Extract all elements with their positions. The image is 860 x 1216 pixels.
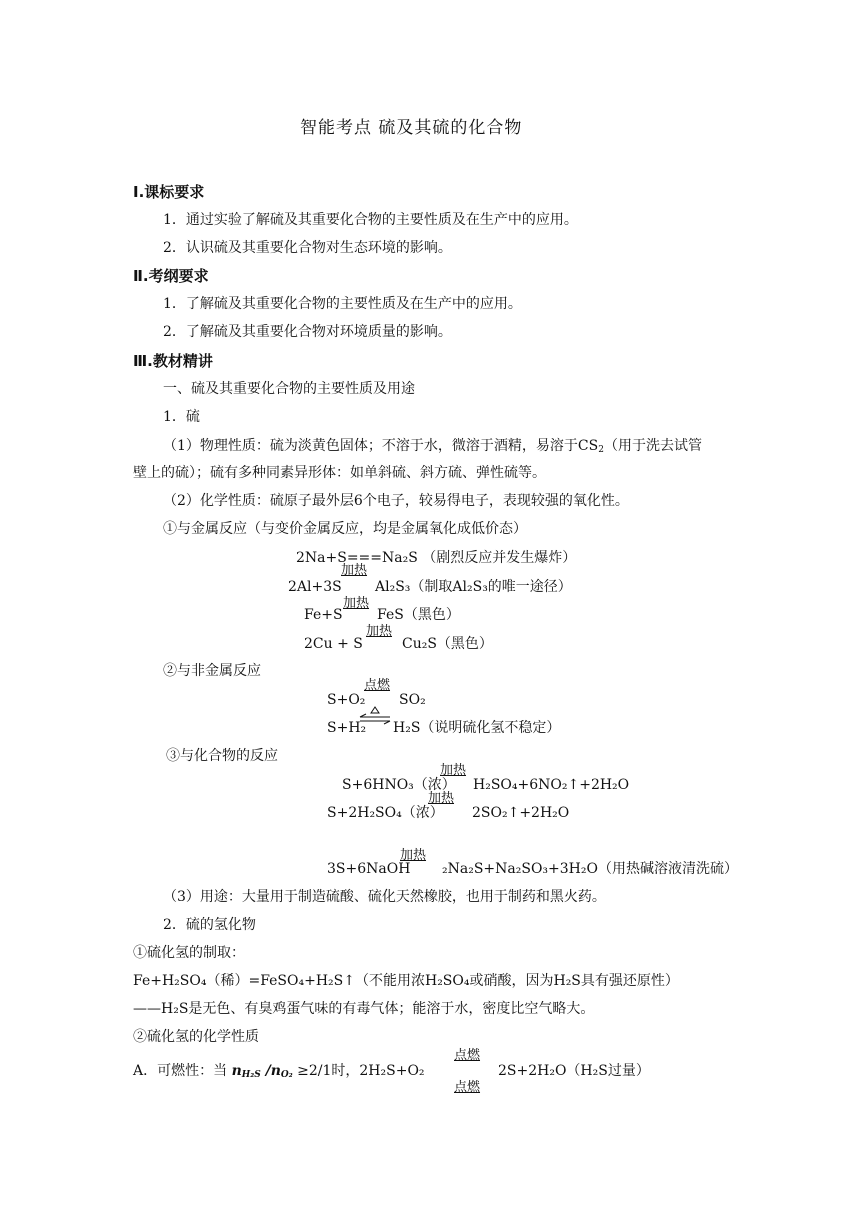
equation-left: 2Cu + S — [304, 636, 363, 652]
equation-right: ₂Na₂S+Na₂SO₃+3H₂O（用热碱溶液清洗硫） — [442, 861, 738, 877]
equation-right: H₂SO₄+6NO₂↑+2H₂O — [473, 777, 630, 793]
equation-right: Al₂S₃（制取Al₂S₃的唯一途径） — [375, 579, 572, 595]
equation-right: 2SO₂↑+2H₂O — [472, 805, 570, 821]
equation-left: S+H₂ — [327, 720, 367, 736]
list-item: 2．了解硫及其重要化合物对环境质量的影响。 — [163, 324, 452, 340]
equation-left: 3S+6NaOH — [327, 861, 411, 877]
section-heading-textbook: Ⅲ.教材精讲 — [133, 352, 213, 370]
condition-label: 加热 — [366, 624, 393, 639]
list-item: 1．通过实验了解硫及其重要化合物的主要性质及在生产中的应用。 — [163, 212, 578, 228]
subsection-title: 1．硫 — [163, 409, 200, 425]
section-heading-standard: Ⅰ.课标要求 — [133, 183, 205, 201]
paragraph-line: A．可燃性：当 $n_{H_2S}$ $/n_{O_2} \ge 2/1$时，2H₂S+O₂ — [133, 1063, 425, 1080]
equation-right: FeS（黑色） — [377, 607, 460, 623]
paragraph-line: （2）化学性质：硫原子最外层6个电子，较易得电子，表现较强的氧化性。 — [163, 493, 629, 509]
subsection-title: 2．硫的氢化物 — [163, 917, 256, 933]
condition-label: 点燃 — [364, 678, 391, 693]
condition-label: 加热 — [400, 848, 427, 863]
equation-right: H₂S（说明硫化氢不稳定） — [393, 720, 561, 736]
equation: 2Na+S===Na₂S （剧烈反应并发生爆炸） — [296, 550, 577, 566]
reversible-heat-arrow-icon — [358, 704, 392, 730]
condition-label: 加热 — [343, 596, 370, 611]
paragraph-line: ②硫化氢的化学性质 — [133, 1029, 259, 1045]
equation-right: 2S+2H₂O（H₂S过量） — [498, 1063, 650, 1079]
equation-left: Fe+S — [304, 607, 343, 623]
paragraph-line: ——H₂S是无色、有臭鸡蛋气味的有毒气体；能溶于水，密度比空气略大。 — [133, 1001, 595, 1017]
equation-left: S+O₂ — [327, 692, 366, 708]
condition-label: 点燃 — [454, 1048, 481, 1063]
condition-label: 加热 — [428, 791, 455, 806]
equation-left: S+2H₂SO₄（浓） — [327, 805, 444, 821]
paragraph-line: ①与金属反应（与变价金属反应，均是金属氧化成低价态） — [163, 521, 527, 537]
list-item: 1．了解硫及其重要化合物的主要性质及在生产中的应用。 — [163, 296, 522, 312]
condition-label: 加热 — [341, 563, 368, 578]
condition-label: 点燃 — [454, 1080, 481, 1095]
equation-left: 2Al+3S — [288, 579, 342, 595]
paragraph-line: ③与化合物的反应 — [166, 748, 278, 764]
equation: Fe+H₂SO₄（稀）=FeSO₄+H₂S↑（不能用浓H₂SO₄或硝酸，因为H₂S具有强还原性） — [133, 973, 679, 989]
subsection-title: 一、硫及其重要化合物的主要性质及用途 — [163, 381, 415, 397]
equation-right: SO₂ — [399, 692, 426, 708]
section-heading-syllabus: Ⅱ.考纲要求 — [133, 267, 209, 285]
equation-left: S+6HNO₃（浓） — [342, 777, 456, 793]
paragraph-line: ①硫化氢的制取： — [133, 945, 245, 961]
mole-ratio-formula: $n_{H_2S}$ $/n_{O_2}$ — [231, 1063, 293, 1080]
page-title: 智能考点 硫及其硫的化合物 — [300, 118, 523, 138]
equation-right: Cu₂S（黑色） — [402, 636, 493, 652]
condition-label: 加热 — [440, 763, 467, 778]
paragraph-line: （1）物理性质：硫为淡黄色固体；不溶于水，微溶于酒精，易溶于$CS_2$（用于洗去试管 — [163, 438, 702, 455]
paragraph-line: ②与非金属反应 — [163, 663, 261, 679]
list-item: 2．认识硫及其重要化合物对生态环境的影响。 — [163, 240, 452, 256]
paragraph-line: 壁上的硫）；硫有多种同素异形体：如单斜硫、斜方硫、弹性硫等。 — [133, 465, 546, 481]
paragraph-line: （3）用途：大量用于制造硫酸、硫化天然橡胶，也用于制药和黑火药。 — [163, 889, 606, 905]
